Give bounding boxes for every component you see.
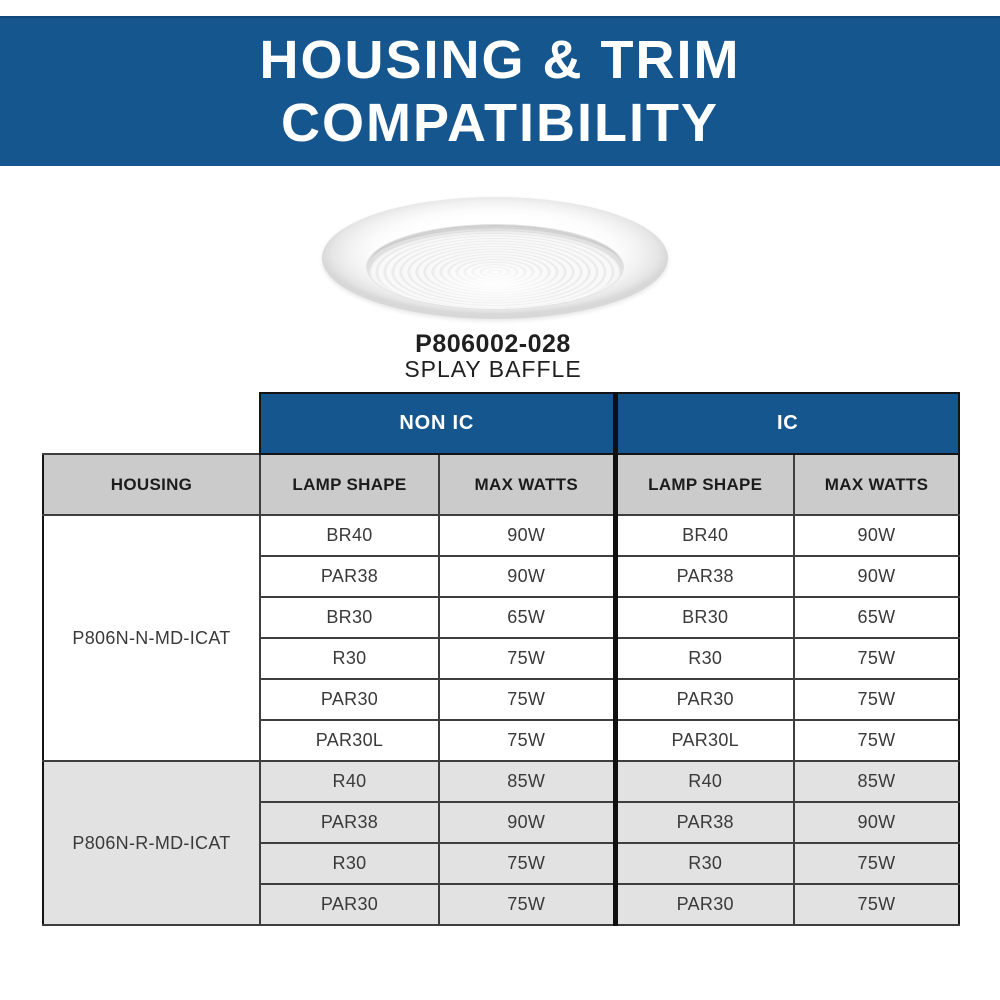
max-watts-cell: 90W — [794, 515, 959, 556]
table-row — [43, 761, 959, 802]
lamp-shape-cell: PAR30 — [260, 884, 439, 925]
max-watts-cell: 65W — [439, 597, 615, 638]
product-trim-image — [322, 197, 668, 319]
max-watts-cell: 90W — [794, 556, 959, 597]
lamp-shape-cell: BR40 — [615, 515, 794, 556]
lamp-shape-cell: R30 — [260, 843, 439, 884]
column-header-housing: HOUSING — [43, 454, 260, 515]
max-watts-cell: 75W — [794, 638, 959, 679]
lamp-shape-cell: PAR38 — [615, 556, 794, 597]
max-watts-cell: 90W — [794, 802, 959, 843]
lamp-shape-cell: R30 — [615, 843, 794, 884]
lamp-shape-cell: PAR30 — [615, 679, 794, 720]
table-row — [43, 515, 959, 556]
product-name: SPLAY BAFFLE — [404, 356, 582, 382]
housing-cell: P806N-N-MD-ICAT — [43, 515, 260, 761]
lamp-shape-cell: PAR38 — [260, 802, 439, 843]
housing-cell: P806N-R-MD-ICAT — [43, 761, 260, 925]
title-banner — [0, 16, 1000, 166]
group-header-ic: IC — [615, 393, 959, 454]
max-watts-cell: 75W — [439, 884, 615, 925]
lamp-shape-cell: PAR30 — [615, 884, 794, 925]
max-watts-cell: 75W — [439, 843, 615, 884]
lamp-shape-cell: PAR30L — [615, 720, 794, 761]
lamp-shape-cell: PAR30L — [260, 720, 439, 761]
column-header-lamp-shape-nonic: LAMP SHAPE — [260, 454, 439, 515]
column-header-max-watts-nonic: MAX WATTS — [439, 454, 615, 515]
max-watts-cell: 65W — [794, 597, 959, 638]
title-line-1: HOUSING & TRIM — [259, 30, 741, 90]
max-watts-cell: 90W — [439, 802, 615, 843]
max-watts-cell: 75W — [794, 679, 959, 720]
title-line-2: COMPATIBILITY — [281, 93, 719, 153]
column-header-row — [43, 454, 959, 515]
blank-corner-cell — [43, 393, 260, 454]
max-watts-cell: 75W — [794, 884, 959, 925]
max-watts-cell: 75W — [439, 638, 615, 679]
max-watts-cell: 75W — [794, 843, 959, 884]
max-watts-cell: 90W — [439, 556, 615, 597]
max-watts-cell: 75W — [794, 720, 959, 761]
column-header-lamp-shape-ic: LAMP SHAPE — [615, 454, 794, 515]
max-watts-cell: 85W — [794, 761, 959, 802]
trim-baffle — [366, 224, 624, 310]
lamp-shape-cell: PAR38 — [260, 556, 439, 597]
lamp-shape-cell: PAR30 — [260, 679, 439, 720]
group-header-non-ic: NON IC — [260, 393, 615, 454]
group-header-row — [43, 393, 959, 454]
lamp-shape-cell: BR30 — [615, 597, 794, 638]
lamp-shape-cell: R40 — [615, 761, 794, 802]
lamp-shape-cell: BR40 — [260, 515, 439, 556]
column-header-max-watts-ic: MAX WATTS — [794, 454, 959, 515]
lamp-shape-cell: R40 — [260, 761, 439, 802]
housing-group-1 — [43, 515, 959, 761]
housing-group-2 — [43, 761, 959, 925]
max-watts-cell: 85W — [439, 761, 615, 802]
lamp-shape-cell: BR30 — [260, 597, 439, 638]
lamp-shape-cell: R30 — [615, 638, 794, 679]
lamp-shape-cell: PAR38 — [615, 802, 794, 843]
product-code: P806002-028 — [415, 330, 571, 358]
compatibility-table — [42, 392, 960, 926]
max-watts-cell: 75W — [439, 679, 615, 720]
max-watts-cell: 90W — [439, 515, 615, 556]
max-watts-cell: 75W — [439, 720, 615, 761]
lamp-shape-cell: R30 — [260, 638, 439, 679]
